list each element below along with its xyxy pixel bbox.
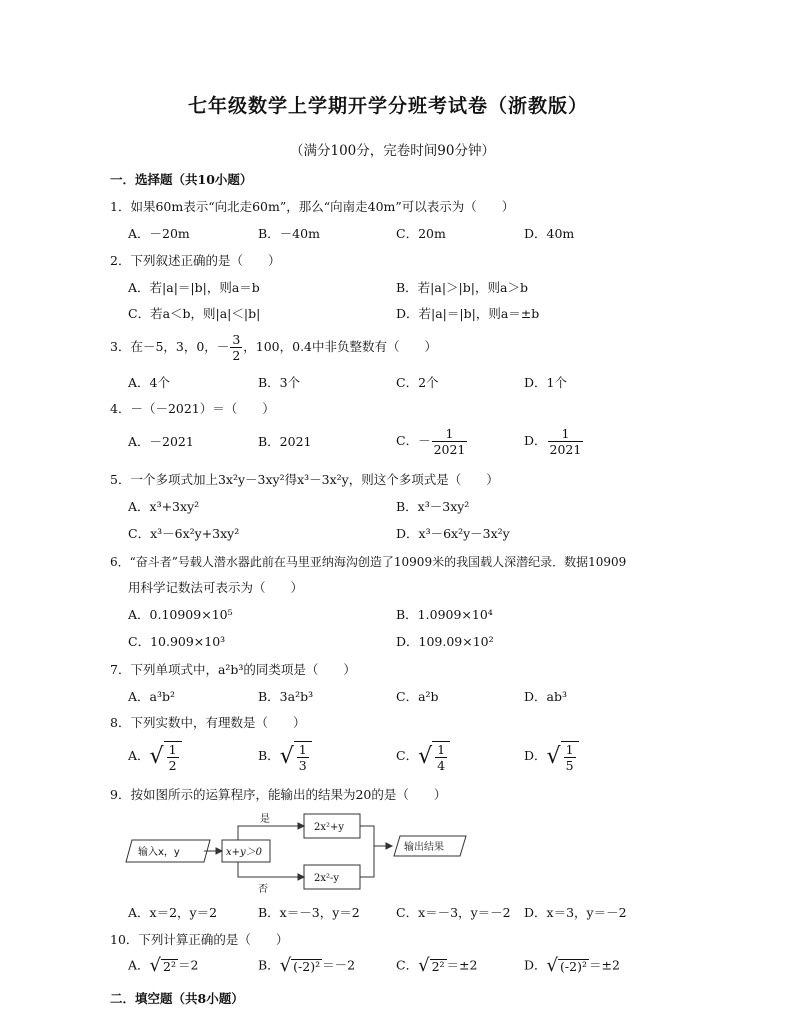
q8-c-num: 1 [437,742,446,757]
q10-b-result: ＝－2 [322,957,356,973]
q3-option-d: D．1个 [524,375,567,390]
q6-option-a: A．0.10909×10⁵ [128,607,233,622]
q10-c-label: C． [396,957,419,973]
question-7-stem: 7．下列单项式中，a²b³的同类项是（ ） [110,662,356,677]
q9-option-a: A．x＝2，y＝2 [128,905,218,920]
q3-fraction-den: 2 [232,348,241,364]
q3-stem-pre: 3．在－5，3，0，－ [110,339,230,355]
q4-option-d [524,427,584,456]
q1-option-d: D．40m [524,226,575,241]
q8-option-a-label: A． [128,748,150,764]
q8-d-sqrt [547,741,579,772]
radical-sign-icon: √ [418,743,433,769]
radical-sign-icon: √ [149,743,164,769]
q8-c-den: 4 [437,758,446,774]
page-subtitle: （满分100分，完卷时间90分钟） [290,143,495,159]
q7-option-c: C．a²b [396,689,439,704]
q4-d-den: 2021 [549,442,582,458]
q10-option-c [396,957,477,975]
q8-option-b-label: B． [258,748,280,764]
q5-option-b: B．x³－3xy² [396,499,470,514]
question-6-stem-line2: 用科学记数法可表示为（ ） [128,580,304,595]
q10-a-label: A． [128,957,150,973]
flow-bottom-box-label: 2x²-y [314,873,340,884]
q3-stem-post: ，100，0.4中非负整数有（ ） [243,339,438,355]
flow-condition-label: x+y＞0 [226,847,263,858]
flow-input-label: 输入x，y [138,847,180,858]
q10-b-label: B． [258,957,280,973]
q4-option-d-fraction [548,427,584,456]
q5-option-d: D．x³－6x²y－3x²y [396,526,510,541]
q8-option-d [524,741,579,772]
q3-option-c: C．2个 [396,375,439,390]
q9-option-b: B．x＝－3，y＝2 [258,905,360,920]
q3-option-b: B．3个 [258,375,301,390]
q10-d-result: ＝±2 [588,957,620,973]
q1-option-c: C．20m [396,226,446,241]
question-8-stem: 8．下列实数中，有理数是（ ） [110,715,306,730]
q7-option-d: D．ab³ [524,689,567,704]
radical-sign-icon: √ [546,743,561,769]
q1-option-b: B．－40m [258,226,320,241]
q5-option-a: A．x³+3xy² [128,499,200,514]
flow-yes-label: 是 [260,814,270,825]
q4-option-d-pre: D． [524,433,547,449]
question-2-stem: 2．下列叙述正确的是（ ） [110,253,281,268]
q10-d-label: D． [524,957,547,973]
radical-sign-icon: √ [149,955,162,976]
q4-option-c-pre: C．－ [396,433,431,449]
q4-d-num: 1 [548,427,584,442]
q8-a-num: 1 [168,742,177,757]
q3-option-a: A．4个 [128,375,170,390]
q9-option-d: D．x＝3，y＝－2 [524,905,627,920]
flowchart-diagram [120,806,480,898]
question-1-stem: 1．如果60m表示“向北走60m”，那么“向南走40m”可以表示为（ ） [110,199,515,214]
q3-fraction [230,333,242,362]
q6-option-c: C．10.909×10³ [128,634,226,649]
q10-d-radicand: (-2)² [560,958,587,974]
q8-option-b [258,741,312,772]
q10-option-b [258,957,355,975]
q7-option-a: A．a³b² [128,689,176,704]
q6-option-d: D．109.09×10² [396,634,494,649]
q10-option-d [524,957,620,975]
radical-sign-icon: √ [546,955,559,976]
q7-option-b: B．3a²b³ [258,689,314,704]
question-4-stem: 4．－（－2021）＝（ ） [110,401,275,416]
q8-option-d-label: D． [524,748,547,764]
q10-b-radicand: (-2)² [293,958,321,974]
q8-b-sqrt [280,741,312,772]
q10-a-result: ＝2 [177,957,199,973]
q10-c-radicand: 2² [431,958,445,974]
radical-sign-icon: √ [279,743,294,769]
flow-top-box-label: 2x²+y [314,822,345,833]
q4-c-num: 1 [432,427,468,442]
q6-option-b: B．1.0909×10⁴ [396,607,493,622]
q8-option-a [128,741,182,772]
q4-option-c-fraction [432,427,468,456]
q2-option-b: B．若|a|＞|b|，则a＞b [396,280,528,295]
q2-option-d: D．若|a|＝|b|，则a＝±b [396,306,540,321]
q8-a-sqrt [150,741,182,772]
section-heading-choice: 一．选择题（共10小题） [110,172,253,187]
flow-no-label: 否 [258,884,268,895]
section-heading-fill: 二．填空题（共8小题） [110,991,244,1006]
question-3-stem [110,333,437,362]
question-5-stem: 5．一个多项式加上3x²y－3xy²得x³－3x²y，则这个多项式是（ ） [110,472,499,487]
question-10-stem: 10．下列计算正确的是（ ） [110,932,289,947]
q8-option-c [396,741,450,772]
page-title: 七年级数学上学期开学分班考试卷（浙教版） [188,95,589,117]
q2-option-c: C．若a＜b，则|a|＜|b| [128,306,261,321]
q10-a-radicand: 2² [163,958,176,974]
question-6-stem-line1: 6．“奋斗者”号载人潜水器此前在马里亚纳海沟创造了10909米的我国载人深潜纪录．数据10909 [110,555,627,569]
q4-option-c [396,427,468,456]
q8-d-den: 5 [565,758,574,774]
q8-d-num: 1 [565,742,574,757]
q1-option-a: A．－20m [128,226,190,241]
radical-sign-icon: √ [279,955,292,976]
q8-c-sqrt [418,741,450,772]
q10-c-result: ＝±2 [446,957,478,973]
q2-option-a: A．若|a|＝|b|，则a＝b [128,280,260,295]
q4-c-den: 2021 [433,442,466,458]
q8-option-c-label: C． [396,748,419,764]
q3-fraction-num: 3 [232,332,241,347]
radical-sign-icon: √ [418,955,430,976]
q9-option-c: C．x＝－3，y＝－2 [396,905,511,920]
q8-a-den: 2 [168,758,177,774]
flow-output-label: 输出结果 [404,842,444,853]
q4-option-a: A．－2021 [128,434,194,449]
q10-option-a [128,957,198,975]
q8-b-num: 1 [298,742,307,757]
q8-b-den: 3 [298,758,307,774]
q4-option-b: B．2021 [258,434,312,449]
q5-option-c: C．x³－6x²y+3xy² [128,526,240,541]
question-9-stem: 9．按如图所示的运算程序，能输出的结果为20的是（ ） [110,787,447,802]
